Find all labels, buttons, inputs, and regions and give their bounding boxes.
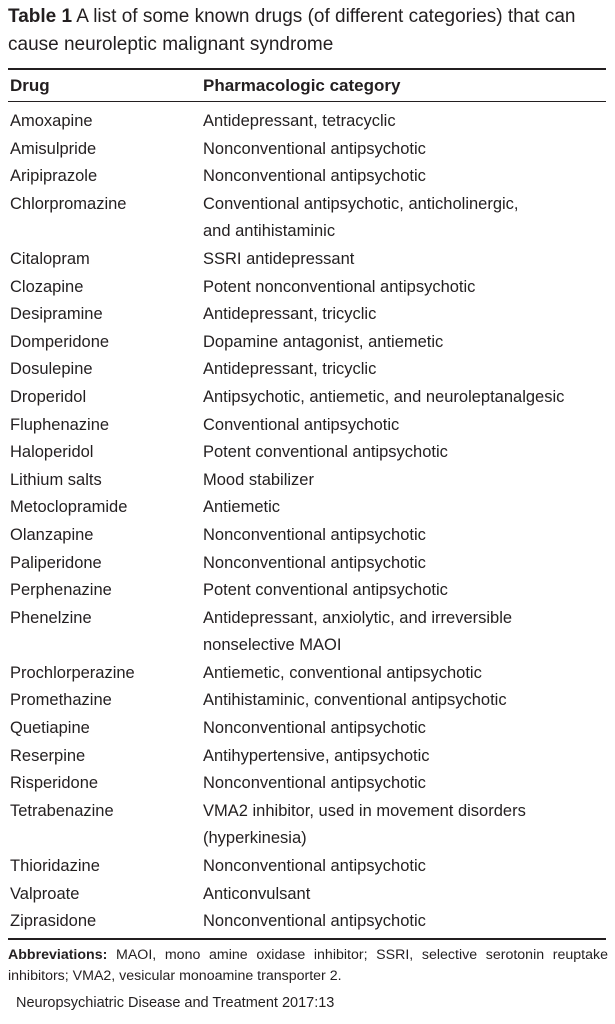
category-cell (203, 770, 613, 798)
table-row (0, 136, 615, 164)
table-row (0, 301, 615, 329)
category-line: Antiemetic (203, 498, 281, 517)
drug-cell: Fluphenazine (10, 415, 110, 434)
category-cell (203, 356, 613, 384)
category-cell (203, 715, 613, 743)
drug-cell: Quetiapine (10, 719, 90, 738)
category-line: Potent conventional antipsychotic (203, 443, 448, 462)
drug-cell: Olanzapine (10, 525, 94, 544)
journal-footer: Neuropsychiatric Disease and Treatment 2017:13 (16, 995, 335, 1011)
category-line: VMA2 inhibitor, used in movement disorders (203, 801, 526, 820)
table-row (0, 743, 615, 771)
category-line: Antipsychotic, antiemetic, and neuroleptanalgesic (203, 387, 565, 406)
table-row (0, 798, 615, 853)
category-cell (203, 798, 613, 853)
category-cell (203, 687, 613, 715)
category-line: Conventional antipsychotic (203, 415, 400, 434)
column-header-category: Pharmacologic category (203, 76, 401, 95)
category-cell (203, 522, 613, 550)
table-row (0, 246, 615, 274)
drug-cell: Tetrabenazine (10, 801, 114, 820)
category-cell (203, 577, 613, 605)
table-title: A list of some known drugs (of different categories) that can cause neuroleptic malignant syndrome (8, 6, 576, 55)
category-line: SSRI antidepressant (203, 249, 355, 268)
drug-cell: Aripiprazole (10, 167, 98, 186)
category-cell (203, 412, 613, 440)
category-cell (203, 660, 613, 688)
drug-cell: Haloperidol (10, 443, 94, 462)
category-cell (203, 494, 613, 522)
drug-cell: Reserpine (10, 746, 86, 765)
category-line: Nonconventional antipsychotic (203, 139, 426, 158)
category-cell (203, 743, 613, 771)
table-row (0, 191, 615, 246)
category-line: Dopamine antagonist, antiemetic (203, 332, 444, 351)
category-cell (203, 301, 613, 329)
table-row (0, 853, 615, 881)
category-cell (203, 550, 613, 578)
table-row (0, 439, 615, 467)
table-caption (8, 3, 608, 59)
category-cell (203, 329, 613, 357)
drug-cell: Phenelzine (10, 608, 92, 627)
drug-cell: Prochlorperazine (10, 663, 135, 682)
drug-cell: Lithium salts (10, 470, 102, 489)
category-line: Nonconventional antipsychotic (203, 857, 426, 876)
category-cell (203, 439, 613, 467)
category-cell (203, 467, 613, 495)
table-row (0, 494, 615, 522)
drug-cell: Paliperidone (10, 553, 102, 572)
table-row (0, 715, 615, 743)
category-line: Nonconventional antipsychotic (203, 525, 426, 544)
category-line: Nonconventional antipsychotic (203, 912, 426, 931)
drug-cell: Promethazine (10, 691, 112, 710)
category-line: and antihistaminic (203, 222, 336, 241)
table-row (0, 356, 615, 384)
category-line: Antihypertensive, antipsychotic (203, 746, 430, 765)
category-cell (203, 136, 613, 164)
table-row (0, 770, 615, 798)
drug-cell: Amisulpride (10, 139, 97, 158)
table-row (0, 163, 615, 191)
drug-cell: Perphenazine (10, 581, 112, 600)
category-cell (203, 191, 613, 246)
category-cell (203, 384, 613, 412)
drug-cell: Ziprasidone (10, 912, 97, 931)
drug-cell: Chlorpromazine (10, 194, 127, 213)
drug-cell: Amoxapine (10, 112, 93, 130)
category-line: (hyperkinesia) (203, 829, 307, 848)
category-line: Nonconventional antipsychotic (203, 553, 426, 572)
category-line: Antidepressant, tricyclic (203, 305, 377, 324)
category-line: Nonconventional antipsychotic (203, 774, 426, 793)
table-label: Table 1 (8, 6, 73, 27)
table-row (0, 687, 615, 715)
category-line: Potent nonconventional antipsychotic (203, 277, 476, 296)
category-line: Antidepressant, tricyclic (203, 360, 377, 379)
category-cell (203, 108, 613, 136)
table-row (0, 660, 615, 688)
category-cell (203, 274, 613, 302)
category-cell (203, 246, 613, 274)
table-row (0, 108, 615, 136)
category-line: Anticonvulsant (203, 884, 311, 903)
table-row (0, 329, 615, 357)
table-row (0, 881, 615, 909)
abbreviations-text: MAOI, mono amine oxidase inhibitor; SSRI, selective serotonin reuptake inhibitors; VMA2, vesicular monoamine transporter 2. (8, 947, 608, 984)
drug-cell: Desipramine (10, 305, 103, 324)
drug-cell: Dosulepine (10, 360, 93, 379)
table-body (0, 108, 615, 936)
table-row (0, 908, 615, 936)
drug-cell: Droperidol (10, 387, 87, 406)
table-row (0, 605, 615, 660)
category-cell (203, 908, 613, 936)
drug-cell: Metoclopramide (10, 498, 128, 517)
category-cell (203, 605, 613, 660)
category-line: Mood stabilizer (203, 470, 314, 489)
category-line: Antiemetic, conventional antipsychotic (203, 663, 482, 682)
table-top-rule (8, 68, 606, 70)
table-row (0, 522, 615, 550)
drug-cell: Valproate (10, 884, 80, 903)
table-row (0, 577, 615, 605)
category-line: Conventional antipsychotic, anticholinergic, (203, 194, 519, 213)
category-line: Nonconventional antipsychotic (203, 719, 426, 738)
table-row (0, 274, 615, 302)
abbreviations-label: Abbreviations: (8, 947, 108, 963)
table-row (0, 384, 615, 412)
category-cell (203, 881, 613, 909)
table-row (0, 412, 615, 440)
drug-cell: Clozapine (10, 277, 84, 296)
category-line: Antihistaminic, conventional antipsychotic (203, 691, 507, 710)
abbreviations-note (8, 945, 608, 987)
category-line: Antidepressant, anxiolytic, and irreversible (203, 608, 513, 627)
table-row (0, 467, 615, 495)
drug-cell: Risperidone (10, 774, 99, 793)
category-cell (203, 163, 613, 191)
table-row (0, 550, 615, 578)
category-line: Potent conventional antipsychotic (203, 581, 448, 600)
drug-cell: Thioridazine (10, 857, 100, 876)
column-header-drug: Drug (10, 76, 50, 95)
table-header-rule (8, 101, 606, 102)
category-line: Nonconventional antipsychotic (203, 167, 426, 186)
drug-cell: Citalopram (10, 249, 90, 268)
category-cell (203, 853, 613, 881)
table-bottom-rule (8, 938, 606, 940)
drug-cell: Domperidone (10, 332, 110, 351)
category-line: Antidepressant, tetracyclic (203, 112, 396, 130)
category-line: nonselective MAOI (203, 636, 342, 655)
